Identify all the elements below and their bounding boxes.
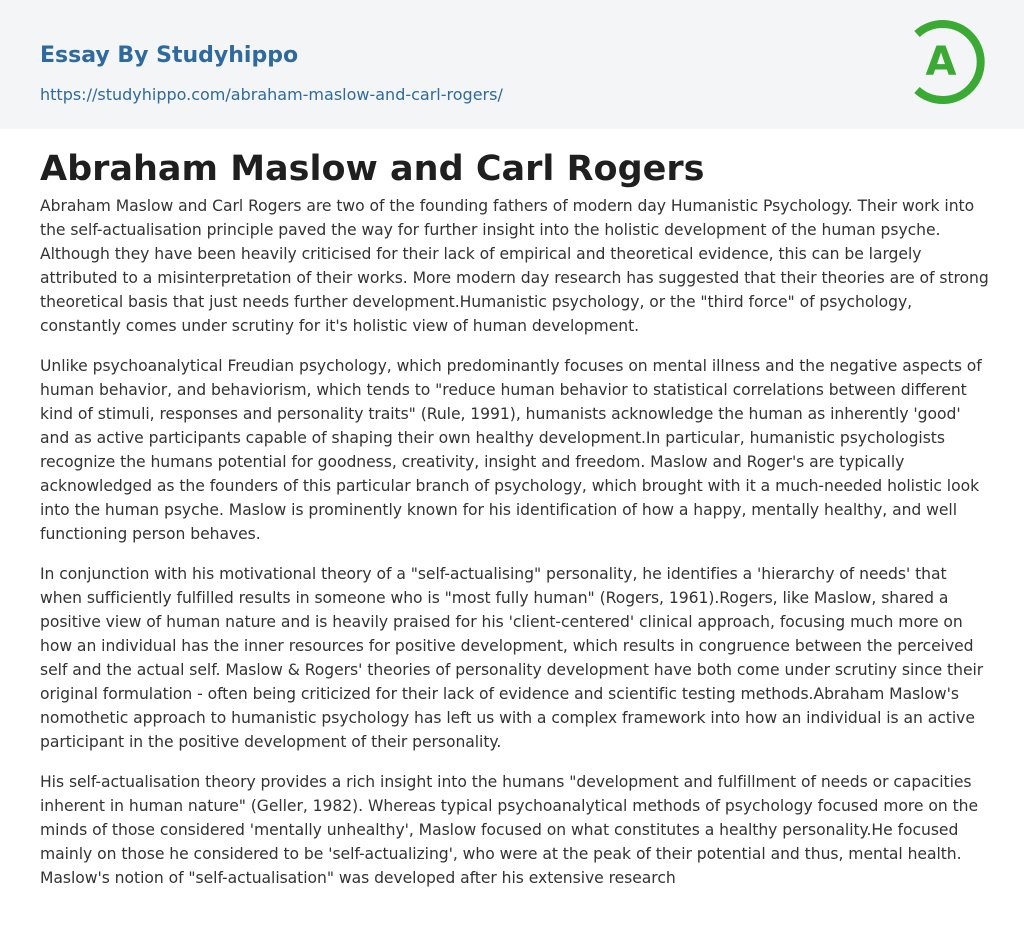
brand-title: Essay By Studyhippo [40,43,299,68]
paragraph: In conjunction with his motivational theory of a "self-actualising" personality, he identifies a 'hierarchy of needs' that when sufficiently fulfilled results in someone who is "most fully human" (Rogers, 1961).Rogers, like Maslow, shared a positive view of human nature and is heavily praised for his 'client-centered' clinical approach, focusing much more on how an individual has the inner resources for positive development, which results in congruence between the perceived self and the actual self. Maslow & Rogers' theories of personality development have both come under scrutiny since their original formulation - often being criticized for their lack of evidence and scientific testing methods.Abraham Maslow's nomothetic approach to humanistic psychology has left us with a complex framework into how an individual is an active participant in the positive development of their personality. [40,565,984,751]
logo-letter: A [925,39,957,85]
paragraph: Abraham Maslow and Carl Rogers are two of the founding fathers of modern day Humanistic Psychology. Their work into the self-actualisation principle paved the way for further insight into the holistic development of the human psyche. Although they have been heavily criticised for their lack of empirical and theoretical evidence, this can be largely attributed to a misinterpretation of their works. More modern day research has suggested that their theories are of strong theoretical basis that just needs further development.Humanistic psychology, or the "third force" of psychology, constantly comes under scrutiny for it's holistic view of human development. [40,197,989,335]
paragraph: Unlike psychoanalytical Freudian psychology, which predominantly focuses on mental illness and the negative aspects of human behavior, and behaviorism, which tends to "reduce human behavior to statistical correlations between different kind of stimuli, responses and personality traits" (Rule, 1991), humanists acknowledge the human as inherently 'good' and as active participants capable of shaping their own healthy development.In particular, humanistic psychologists recognize the humans potential for goodness, creativity, insight and freedom. Maslow and Roger's are typically acknowledged as the founders of this particular branch of psychology, which brought with it a much-needed holistic look into the human psyche. Maslow is prominently known for his identification of how a happy, mentally healthy, and well functioning person behaves. [40,357,982,543]
studyhippo-logo-icon[interactable] [905,18,989,106]
article-title: Abraham Maslow and Carl Rogers [40,149,705,189]
paragraph: His self-actualisation theory provides a rich insight into the humans "development and fulfillment of needs or capacities inherent in human nature" (Geller, 1982). Whereas typical psychoanalytical methods of psychology focused more on the minds of those considered 'mentally unhealthy', Maslow focused on what constitutes a healthy personality.He focused mainly on those he considered to be 'self-actualizing', who were at the peak of their potential and thus, mental health. Maslow's notion of "self-actualisation" was developed after his extensive research [40,773,979,887]
source-url-link[interactable]: https://studyhippo.com/abraham-maslow-and-carl-rogers/ [40,85,503,104]
article-body [40,194,990,906]
